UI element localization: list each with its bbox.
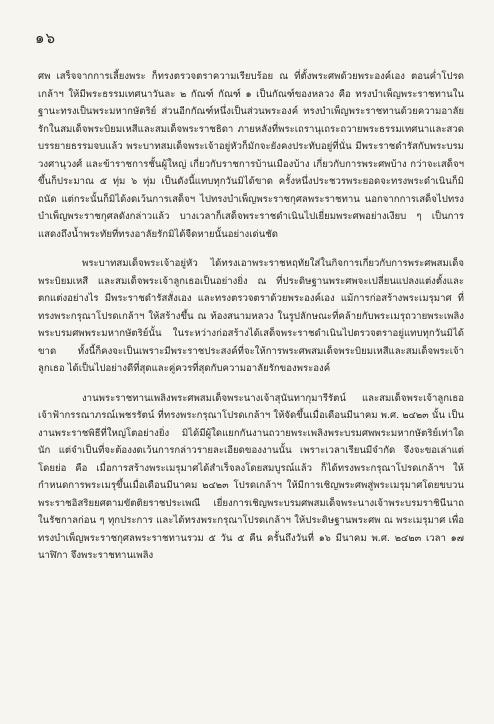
paragraph-1: ศพ เสร็จจากการเลี้ยงพระ ก็ทรงตรวจตราความเรียบร้อย ณ ที่ตั้งพระศพด้วยพระองค์เอง ตอนค่ำโปรดเกล้าฯ ให้มีพระธรรมเทศนาวันละ ๒ กัณฑ์ กัณฑ์ ๑ เป็นกัณฑ์ของหลวง คือ ทรงบำเพ็ญพระราชทานในฐานะทรงเป็นพระมหากษัตริย์ ส่วนอีกกัณฑ์หนึ่งเป็นส่วนพระองค์ ทรงบำเพ็ญพระราชทานด้วยความอาลัยรักในสมเด็จพระบิยมเหสีและสมเด็จพระราชธิดา ภายหลังที่พระเถรานุเถระถวายพระธรรมเทศนาและสวดบรรยายธรรมจบแล้ว พระบาทสมเด็จพระเจ้าอยู่หัวก็มักจะยังคงประทับอยู่ที่นั่น มีพระราชดำรัสกับพระบรมวงศานุวงศ์ และข้าราชการชั้นผู้ใหญ่ เกี่ยวกับราชการบ้านเมืองบ้าง เกี่ยวกับการพระศพบ้าง กว่าจะเสด็จฯ ขึ้นก็ประมาณ ๕ ทุ่ม ๖ ทุ่ม เป็นดังนี้แทบทุกวันมิได้ขาด ครั้งหนึ่งประชวรพระยอดจะทรงพระดำเนินก็มิถนัด แต่กระนั้นก็มิได้งดเว้นการเสด็จฯ ไปทรงบำเพ็ญพระราชกุศลพระราชทาน นอกจากการเสด็จไปทรงบำเพ็ญพระราชกุศลดังกล่าวแล้ว บางเวลาก็เสด็จพระราชดำเนินไปเยี่ยมพระศพอย่างเงียบ ๆ เป็นการแสดงถึงน้ำพระทัยที่ทรงอาลัยรักมิได้จืดหายนั้นอย่างเด่นชัด [38,71,464,240]
paragraph-3: งานพระราชทานเพลิงพระศพสมเด็จพระนางเจ้าสุนันทากุมารีรัตน์ และสมเด็จพระเจ้าลูกเธอ เจ้าฟ้ากรรณาภรณ์เพชรรัตน์ ที่ทรงพระกรุณาโปรดเกล้าฯ ให้จัดขึ้นเมื่อเดือนมีนาคม พ.ศ. ๒๔๒๓ นั้น เป็นงานพระราชพิธีที่ใหญ่โตอย่างยิ่ง มิได้มีผู้ใดแยกกันงานถวายพระเพลิงพระบรมศพพระมหากษัตริย์เท่าใดนัก แต่จำเป็นที่จะต้องงดเว้นการกล่าวรายละเอียดของงานนั้น เพราะเวลาเรียนมีจำกัด จึงจะขอเล่าแต่โดยย่อ คือ เมื่อการสร้างพระเมรุมาศได้สำเร็จลงโดยสมบูรณ์แล้ว ก็ได้ทรงพระกรุณาโปรดเกล้าฯ ให้กำหนดการพระเมรุขึ้นเมื่อเดือนมีนาคม ๒๔๒๓ โปรดเกล้าฯ ให้มีการเชิญพระศพสู่พระเมรุมาศโดยขบวนพระราชอิสริยยศตามขัตติยราชประเพณี เยี่ยงการเชิญพระบรมศพสมเด็จพระนางเจ้าพระบรมราชินีนาถในรัชกาลก่อน ๆ ทุกประการ และได้ทรงพระกรุณาโปรดเกล้าฯ ให้ประดิษฐานพระศพ ณ พระเมรุมาศ เพื่อทรงบำเพ็ญพระราชกุศลพระราชทานรวม ๕ วัน ๕ คืน ครั้นถึงวันที่ ๑๖ มีนาคม พ.ศ. ๒๔๒๓ เวลา ๑๗ นาฬิกา จึงพระราชทานเพลิง [38,392,464,561]
body-text [38,68,464,565]
paragraph-2: พระบาทสมเด็จพระเจ้าอยู่หัว ได้ทรงเอาพระราชหฤทัยใส่ในกิจการเกี่ยวกับการพระศพสมเด็จพระบิยมเหสี และสมเด็จพระเจ้าลูกเธอเป็นอย่างยิ่ง ณ ที่ประดิษฐานพระศพจะเปลี่ยนแปลงแต่งตั้งและตกแต่งอย่างไร มีพระราชดำรัสสั่งเอง และทรงตรวจตราด้วยพระองค์เอง แม้การก่อสร้างพระเมรุมาศ ที่ทรงพระกรุณาโปรดเกล้าฯ ให้สร้างขึ้น ณ ท้องสนามหลวง ในรูปลักษณะที่คล้ายกับพระเมรุถวายพระเพลิงพระบรมศพพระมหากษัตริย์นั้น ในระหว่างก่อสร้างได้เสด็จพระราชดำเนินไปตรวจตราอยู่แทบทุกวันมิได้ขาด ทั้งนี้ก็คงจะเป็นเพราะมีพระราชประสงค์ที่จะให้การพระศพสมเด็จพระบิยมเหสีและสมเด็จพระเจ้าลูกเธอ ได้เป็นไปอย่างดีที่สุดและคู่ควรที่สุดกับความอาลัยรักของพระองค์ [38,258,464,374]
page-number: ๑๖ [35,29,57,47]
